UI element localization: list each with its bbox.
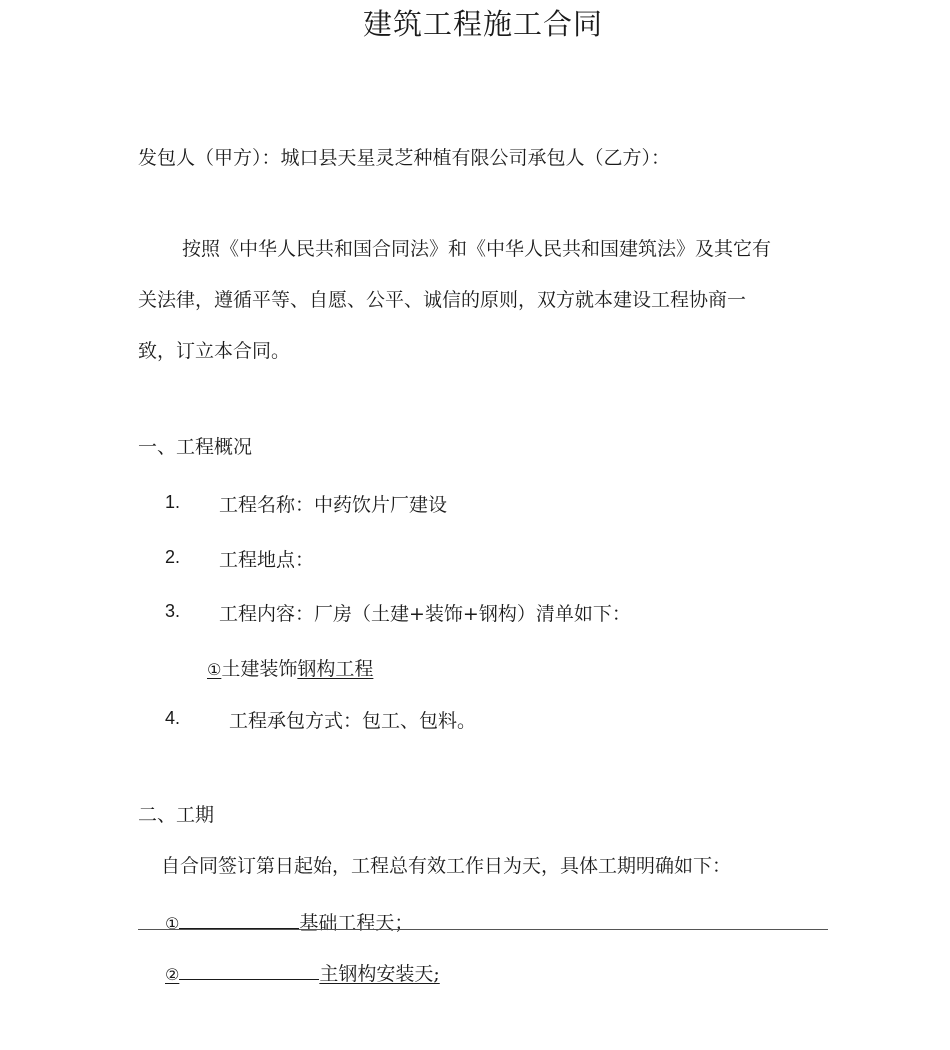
preamble-line-2: 关法律，遵循平等、自愿、公平、诚信的原则，双方就本建设工程协商一 xyxy=(138,289,747,311)
project-name-item: 工程名称：中药饮片厂建设 xyxy=(219,494,448,516)
document-title: 建筑工程施工合同 xyxy=(362,7,603,41)
section-heading-schedule: 二、工期 xyxy=(138,804,215,826)
schedule-item-steel xyxy=(165,959,440,986)
sub-item-civil-works xyxy=(207,654,373,681)
circled-number-marker: ① xyxy=(207,660,222,679)
list-number: 2. xyxy=(165,547,181,567)
project-content-item: 工程内容：厂房（土建+装饰+钢构）清单如下： xyxy=(219,603,631,625)
divider-line xyxy=(138,929,828,930)
project-location-item: 工程地点： xyxy=(219,549,315,571)
schedule-item-text: 基础工程天； xyxy=(299,912,414,934)
list-number: 1. xyxy=(165,492,181,512)
preamble-line-3: 致，订立本合同。 xyxy=(138,340,291,362)
sub-item-underlined-text: 钢构工程 xyxy=(297,658,374,680)
list-number: 3. xyxy=(165,601,181,621)
section-heading-overview: 一、工程概况 xyxy=(138,436,253,458)
schedule-item-foundation xyxy=(165,908,413,935)
circled-number-marker: ① xyxy=(165,914,180,933)
preamble-line-1: 按照《中华人民共和国合同法》和《中华人民共和国建筑法》及其它有 xyxy=(182,238,772,260)
list-number: 4. xyxy=(165,708,181,728)
sub-item-text: 土建装饰 xyxy=(221,658,298,680)
circled-number-marker: ② xyxy=(165,965,180,984)
schedule-item-text: 主钢构安装天; xyxy=(319,963,440,985)
schedule-intro: 自合同签订第日起始，工程总有效工作日为天，具体工期明确如下： xyxy=(161,855,732,877)
contract-method-item: 工程承包方式：包工、包料。 xyxy=(229,710,477,732)
parties-line: 发包人（甲方）：城口县天星灵芝种植有限公司承包人（乙方）： xyxy=(138,147,671,169)
fill-in-blank xyxy=(179,978,319,980)
